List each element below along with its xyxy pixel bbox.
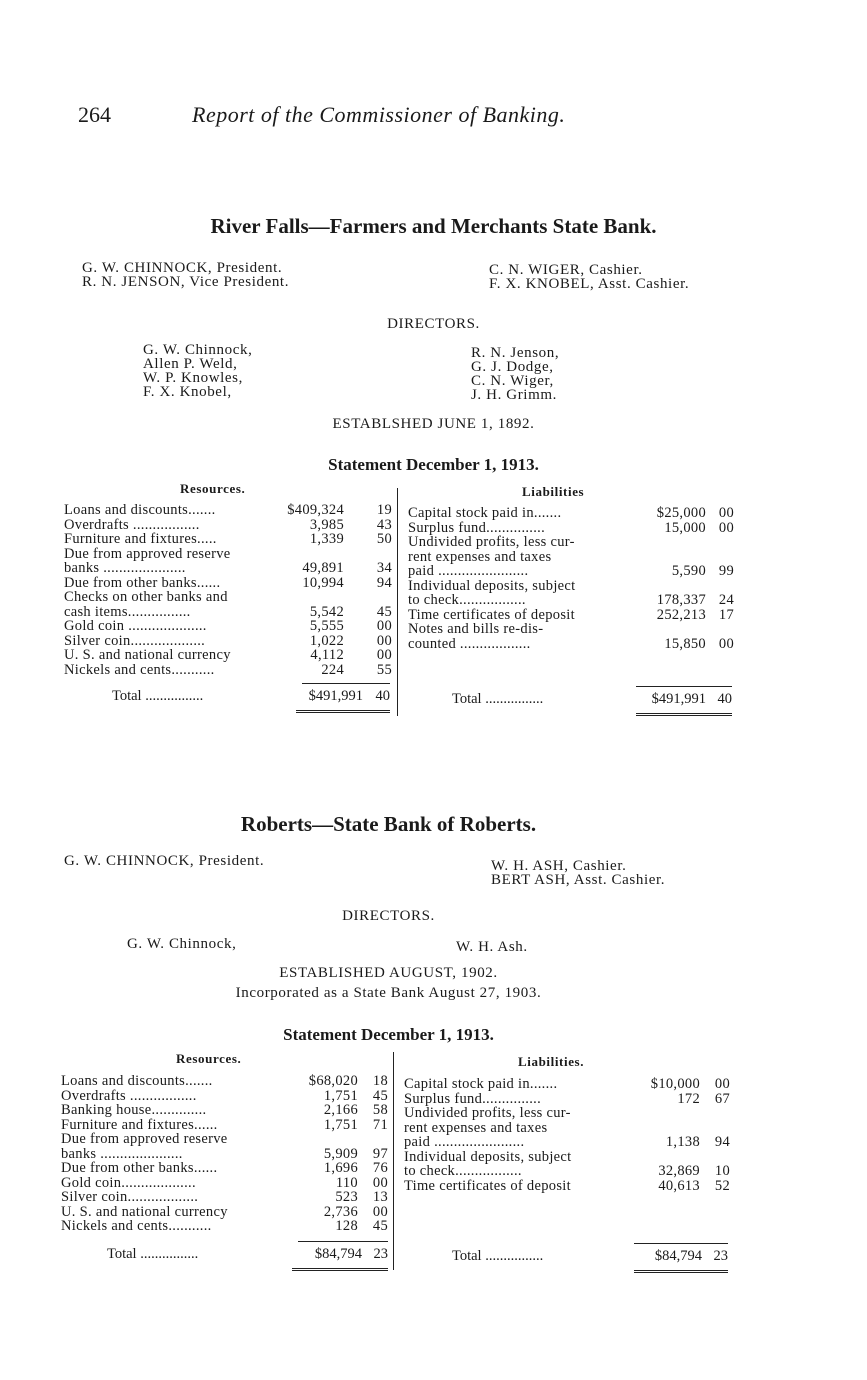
ledger-row-label: Capital stock paid in.......: [404, 1076, 558, 1092]
ledger-row-cents: 45: [372, 1087, 388, 1104]
bank-title: Roberts—State Bank of Roberts.: [240, 812, 537, 836]
ledger-row-label: Notes and bills re-dis-: [408, 621, 544, 637]
officer-asst-cashier: BERT ASH, Asst. Cashier.: [491, 872, 666, 888]
ledger-row-amount: 10,994: [302, 574, 344, 591]
ledger-row: [408, 622, 734, 637]
ledger-row-amount: 1,022: [309, 632, 344, 649]
ledger-row: [408, 564, 734, 579]
ledger-row: [404, 1092, 730, 1107]
ledger-row-amount: $68,020: [308, 1073, 358, 1089]
statement-heading: Statement December 1, 1913.: [328, 455, 539, 474]
total-double-rule: [634, 1270, 728, 1273]
ledger-row-label: Banking house..............: [61, 1102, 207, 1118]
ledger-row-amount: 172: [677, 1090, 700, 1107]
ledger-row-amount: $409,324: [287, 502, 344, 518]
officer-vice-president: R. N. JENSON, Vice President.: [82, 274, 290, 290]
director: R. N. Jenson,: [471, 345, 560, 361]
officer-cashier: C. N. WIGER, Cashier.: [489, 262, 643, 278]
ledger-row: [408, 593, 734, 608]
ledger-row-cents: 45: [376, 603, 392, 620]
ledger-row-amount: 1,751: [323, 1116, 358, 1133]
total-double-rule: [636, 713, 732, 716]
ledger-row-label: cash items................: [64, 603, 191, 620]
ledger-row-cents: 00: [714, 1076, 730, 1092]
ledger-row-label: Time certificates of deposit: [408, 606, 575, 623]
ledger-row: [408, 521, 734, 536]
established-date: ESTABLSHED JUNE 1, 1892.: [332, 416, 535, 432]
ledger-row: [61, 1190, 388, 1205]
liabilities-heading: Liabilities: [522, 484, 585, 499]
ledger-row-amount: 178,337: [656, 592, 706, 608]
ledger-row-label: Loans and discounts.......: [61, 1073, 213, 1089]
ledger-row-amount: 1,138: [665, 1134, 700, 1150]
ledger-row-label: U. S. and national currency: [64, 647, 231, 663]
ledger-row-label: Undivided profits, less cur-: [404, 1105, 571, 1121]
running-title: Report of the Commissioner of Banking.: [192, 102, 566, 127]
ledger-row: [404, 1106, 730, 1121]
ledger-row-label: Nickels and cents...........: [64, 661, 215, 678]
directors-label: DIRECTORS.: [342, 908, 435, 924]
ledger-row-amount: 15,000: [664, 519, 706, 536]
ledger-row-cents: 18: [372, 1073, 388, 1089]
ledger-row-cents: 99: [718, 563, 734, 579]
ledger-row-label: rent expenses and taxes: [408, 548, 552, 565]
liabilities-ledger: [404, 1077, 730, 1193]
ledger-row-label: paid .......................: [408, 563, 529, 579]
subtotal-rule: [634, 1243, 728, 1244]
officer-president: G. W. CHINNOCK, President.: [82, 260, 283, 276]
liabilities-heading: Liabilities.: [518, 1054, 585, 1069]
liabilities-total-cents: 23: [713, 1248, 728, 1264]
ledger-row-label: to check.................: [404, 1163, 522, 1179]
ledger-row: [61, 1161, 388, 1176]
ledger-row-label: Silver coin...................: [64, 632, 206, 649]
liabilities-total-amount: $491,991: [651, 691, 706, 707]
ledger-row: [408, 535, 734, 550]
bank-title: River Falls—Farmers and Merchants State Bank.: [210, 214, 657, 238]
ledger-row: [64, 532, 392, 547]
ledger-row-label: Time certificates of deposit: [404, 1177, 571, 1194]
ledger-row: [61, 1176, 388, 1191]
resources-ledger: [64, 503, 392, 677]
ledger-row-label: Loans and discounts.......: [64, 502, 216, 518]
ledger-row-amount: $10,000: [650, 1076, 700, 1092]
ledger-row-label: Surplus fund...............: [408, 519, 545, 536]
ledger-row-amount: 110: [335, 1174, 358, 1191]
ledger-row-label: paid .......................: [404, 1134, 525, 1150]
ledger-row-cents: 00: [718, 505, 734, 521]
ledger-row: [408, 608, 734, 623]
ledger-row: [61, 1118, 388, 1133]
resources-total-amount: $84,794: [314, 1246, 362, 1262]
ledger-row-amount: 5,590: [671, 563, 706, 579]
ledger-row: [404, 1164, 730, 1179]
ledger-row-amount: $25,000: [656, 505, 706, 521]
ledger-row-amount: 1,751: [323, 1087, 358, 1104]
director: F. X. Knobel,: [143, 384, 232, 400]
ledger-row-label: Overdrafts .................: [64, 516, 200, 533]
resources-ledger: [61, 1074, 388, 1234]
ledger-row-label: Furniture and fixtures.....: [64, 531, 217, 547]
ledger-row-amount: 5,909: [323, 1145, 358, 1162]
ledger-row-cents: 97: [372, 1145, 388, 1162]
ledger-row-label: Overdrafts .................: [61, 1087, 197, 1104]
director: C. N. Wiger,: [471, 373, 554, 389]
resources-total-label: Total ................: [112, 688, 204, 704]
ledger-row-amount: 40,613: [658, 1177, 700, 1194]
subtotal-rule: [636, 686, 732, 687]
ledger-row-cents: 17: [718, 606, 734, 623]
ledger-row-label: Due from approved reserve: [61, 1131, 228, 1147]
ledger-row: [61, 1205, 388, 1220]
ledger-row-cents: 52: [714, 1177, 730, 1194]
ledger-row-amount: 5,555: [309, 618, 344, 634]
ledger-row-cents: 43: [376, 516, 392, 533]
director: W. H. Ash.: [456, 939, 528, 955]
liabilities-total-label: Total ................: [452, 691, 544, 707]
ledger-row-amount: 32,869: [658, 1163, 700, 1179]
ledger-row: [61, 1089, 388, 1104]
ledger-row: [64, 576, 392, 591]
liabilities-ledger: [408, 506, 734, 651]
resources-total-cents: 23: [373, 1246, 388, 1262]
ledger-row: [64, 619, 392, 634]
ledger-row-label: Individual deposits, subject: [404, 1148, 572, 1165]
ledger-row-amount: 128: [335, 1218, 358, 1234]
director: G. W. Chinnock,: [127, 936, 237, 952]
ledger-row-label: Due from other banks......: [61, 1160, 218, 1176]
ledger-row-amount: 4,112: [310, 647, 344, 663]
ledger-row: [61, 1219, 388, 1234]
ledger-row: [64, 590, 392, 605]
ledger-row-cents: 13: [372, 1189, 388, 1205]
ledger-row-cents: 10: [714, 1163, 730, 1179]
ledger-row: [64, 605, 392, 620]
ledger-row: [408, 637, 734, 652]
ledger-row-amount: 1,339: [309, 531, 344, 547]
ledger-row-label: to check.................: [408, 592, 526, 608]
ledger-row: [64, 518, 392, 533]
officer-cashier: W. H. ASH, Cashier.: [491, 858, 627, 874]
ledger-row-amount: 224: [321, 661, 344, 678]
ledger-row: [64, 547, 392, 562]
ledger-row: [408, 550, 734, 565]
ledger-row-amount: 1,696: [323, 1160, 358, 1176]
directors-label: DIRECTORS.: [387, 316, 480, 332]
total-double-rule: [292, 1268, 388, 1271]
ledger-row-label: Silver coin..................: [61, 1189, 199, 1205]
ledger-row: [64, 648, 392, 663]
ledger-row-label: Individual deposits, subject: [408, 577, 576, 594]
ledger-row-label: Due from other banks......: [64, 574, 221, 591]
ledger-row: [404, 1135, 730, 1150]
ledger-row: [408, 506, 734, 521]
ledger-row-cents: 19: [376, 502, 392, 518]
column-divider: [393, 1052, 394, 1270]
liabilities-total-cents: 40: [717, 691, 732, 707]
total-double-rule: [296, 710, 390, 713]
ledger-row-amount: 5,542: [309, 603, 344, 620]
ledger-row-cents: 76: [372, 1160, 388, 1176]
ledger-row: [404, 1150, 730, 1165]
ledger-row: [404, 1179, 730, 1194]
ledger-row: [61, 1132, 388, 1147]
ledger-row: [64, 503, 392, 518]
ledger-row-label: U. S. and national currency: [61, 1203, 228, 1220]
director: G. W. Chinnock,: [143, 342, 253, 358]
ledger-row-amount: 2,736: [323, 1203, 358, 1220]
ledger-row: [64, 561, 392, 576]
liabilities-total-amount: $84,794: [654, 1248, 702, 1264]
ledger-row-cents: 00: [376, 632, 392, 649]
director: Allen P. Weld,: [143, 356, 238, 372]
ledger-row-label: Nickels and cents...........: [61, 1218, 212, 1234]
ledger-row-cents: 55: [376, 661, 392, 678]
established-date: ESTABLISHED AUGUST, 1902.: [279, 965, 498, 981]
ledger-row: [61, 1103, 388, 1118]
ledger-row-cents: 45: [372, 1218, 388, 1234]
column-divider: [397, 488, 398, 716]
liabilities-total-label: Total ................: [452, 1248, 544, 1264]
ledger-row-cents: 00: [718, 519, 734, 536]
ledger-row-amount: 2,166: [323, 1102, 358, 1118]
resources-heading: Resources.: [180, 481, 246, 496]
ledger-row-label: counted ..................: [408, 635, 531, 652]
ledger-row: [61, 1147, 388, 1162]
ledger-row: [64, 663, 392, 678]
ledger-row: [404, 1121, 730, 1136]
ledger-row-cents: 67: [714, 1090, 730, 1107]
ledger-row-cents: 94: [376, 574, 392, 591]
page-number: 264: [78, 102, 111, 127]
ledger-row: [404, 1077, 730, 1092]
ledger-row-cents: 00: [718, 635, 734, 652]
director: G. J. Dodge,: [471, 359, 554, 375]
ledger-row-label: Furniture and fixtures......: [61, 1116, 218, 1133]
officer-president: G. W. CHINNOCK, President.: [64, 853, 265, 869]
ledger-row: [408, 579, 734, 594]
director: W. P. Knowles,: [143, 370, 243, 386]
ledger-row-label: banks .....................: [61, 1145, 183, 1162]
ledger-row-label: Undivided profits, less cur-: [408, 534, 575, 550]
ledger-row-label: Surplus fund...............: [404, 1090, 541, 1107]
ledger-row-cents: 34: [376, 560, 392, 576]
ledger-row-label: banks .....................: [64, 560, 186, 576]
incorporated-date: Incorporated as a State Bank August 27, 1903.: [235, 985, 542, 1001]
ledger-row-label: Capital stock paid in.......: [408, 505, 562, 521]
ledger-row-amount: 523: [335, 1189, 358, 1205]
ledger-row-cents: 50: [376, 531, 392, 547]
resources-total-label: Total ................: [107, 1246, 199, 1262]
subtotal-rule: [302, 683, 390, 684]
resources-total-cents: 40: [375, 688, 390, 704]
ledger-row-cents: 00: [376, 647, 392, 663]
statement-heading: Statement December 1, 1913.: [283, 1025, 494, 1044]
ledger-row-label: Gold coin ....................: [64, 618, 207, 634]
ledger-row: [61, 1074, 388, 1089]
ledger-row-amount: 49,891: [302, 560, 344, 576]
ledger-row-cents: 00: [372, 1174, 388, 1191]
ledger-row: [64, 634, 392, 649]
director: J. H. Grimm.: [471, 387, 557, 403]
resources-heading: Resources.: [176, 1051, 242, 1066]
ledger-row-label: Due from approved reserve: [64, 545, 231, 562]
ledger-row-label: Gold coin...................: [61, 1174, 196, 1191]
officer-asst-cashier: F. X. KNOBEL, Asst. Cashier.: [489, 276, 690, 292]
ledger-row-cents: 24: [718, 592, 734, 608]
resources-total-amount: $491,991: [308, 688, 363, 704]
subtotal-rule: [298, 1241, 388, 1242]
ledger-row-cents: 58: [372, 1102, 388, 1118]
ledger-row-label: Checks on other banks and: [64, 589, 228, 605]
ledger-row-amount: 3,985: [309, 516, 344, 533]
ledger-row-amount: 15,850: [664, 635, 706, 652]
ledger-row-cents: 94: [714, 1134, 730, 1150]
ledger-row-cents: 00: [376, 618, 392, 634]
ledger-row-amount: 252,213: [656, 606, 706, 623]
ledger-row-cents: 71: [372, 1116, 388, 1133]
ledger-row-cents: 00: [372, 1203, 388, 1220]
ledger-row-label: rent expenses and taxes: [404, 1119, 548, 1136]
